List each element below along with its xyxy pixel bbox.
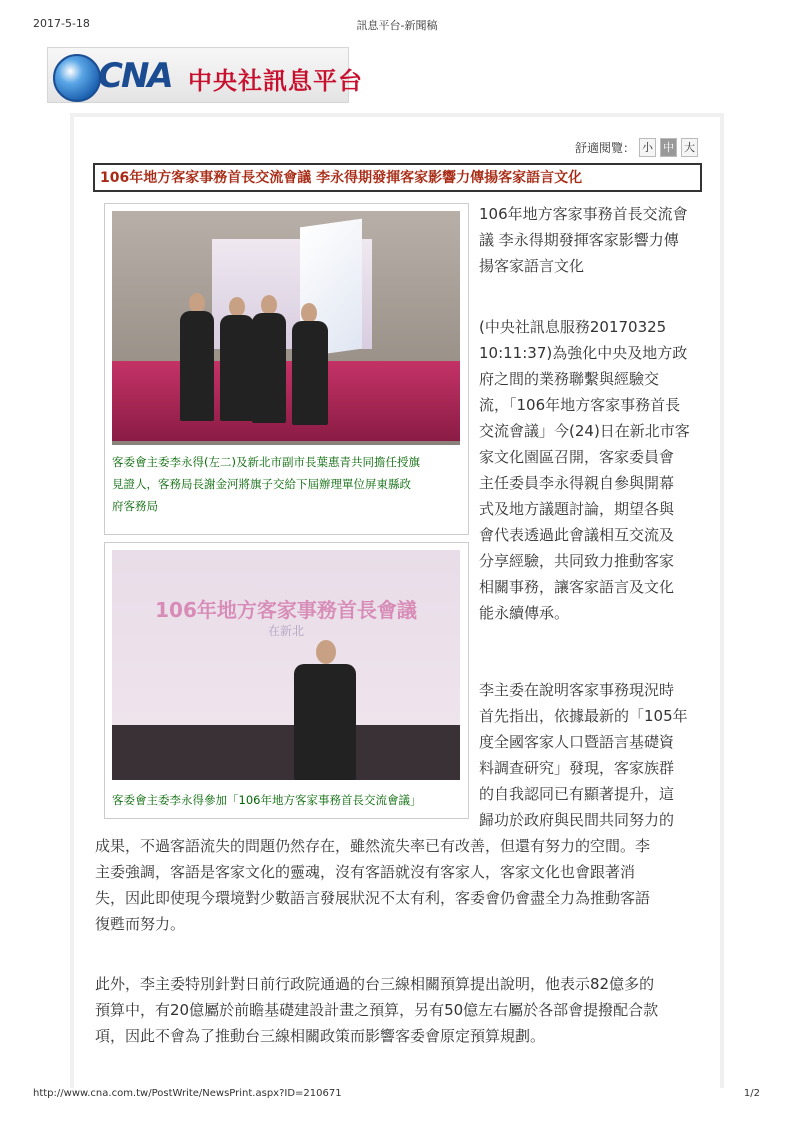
reading-size-controls [575,138,698,157]
article-paragraph-4: 此外，李主委特別針對日前行政院通過的台三線相關預算提出說明，他表示82億多的 預算中，有20億屬於前瞻基礎建設計畫之預算，另有50億左右屬於各部會提撥配合款 項，因此不會為了推動台三線相關政策而影響客委會原定預算規劃。 [95,975,659,1045]
print-date: 2017-5-18 [33,17,90,30]
reading-size-label: 舒適閱覽： [574,141,635,155]
article-paragraph-3-continued: 成果，不過客語流失的問題仍然存在，雖然流失率已有改善，但還有努力的空間。李 主委強調，客語是客家文化的靈魂，沒有客語就沒有客家人，客家文化也會跟著消 失，因此即使現今環境對少數語言發展狀況不太有利，客委會仍會盡全力為推動客語 復甦而努力。 [95,837,651,933]
article-headline: 106年地方客家事務首長交流會議 李永得期發揮客家影響力傳揚客家語言文化 [93,163,702,192]
font-medium-button[interactable]: 中 [660,138,677,157]
font-small-button[interactable]: 小 [639,138,656,157]
globe-icon [53,54,101,102]
font-large-button[interactable]: 大 [681,138,698,157]
article-paragraph-1: 106年地方客家事務首長交流會 議 李永得期發揮客家影響力傳 揚客家語言文化 [479,205,688,275]
photo-1-image [112,211,460,445]
photo-2-caption: 客委會主委李永得參加「106年地方客家事務首長交流會議」 [112,793,422,807]
print-page-title: 訊息平台-新聞稿 [356,19,438,32]
logo-platform-name: 中央社訊息平台 [188,67,363,95]
photo-2-box [104,542,469,819]
logo-letters: CNA [98,56,172,96]
screen-title: 106年地方客家事務首長會議 [155,598,417,622]
photo-1-box [104,203,469,535]
print-page-number: 1/2 [743,1088,760,1099]
article-paragraph-3: 李主委在說明客家事務現況時 首先指出，依據最新的「105年 度全國客家人口暨語言基礎資 料調查研究」發現，客家族群 的自我認同已有顯著提升，這 歸功於政府與民間共同努力的 [479,681,688,829]
screen-subtitle: 在新北 [267,624,304,638]
print-footer-url: http://www.cna.com.tw/PostWrite/NewsPrint.aspx?ID=210671 [33,1088,342,1099]
article-paragraph-2: (中央社訊息服務20170325 10:11:37)為強化中央及地方政 府之間的業務聯繫與經驗交 流，「106年地方客家事務首長 交流會議」今(24)日在新北市客 家文化園區召開，客家委員會 主任委員李永得親自參與開幕 式及地方議題討論，期望各與 會代表透過此會議相互交流及 分享經驗，共同致力推動客家 相關事務，讓客家語言及文化 能永續傳承。 [479,318,690,622]
photo-1-caption: 客委會主委李永得(左二)及新北市副市長葉惠青共同擔任授旗 見證人，客務局長謝金河將旗子交給下屆辦理單位屏東縣政 府客務局 [112,455,420,513]
cna-logo[interactable] [47,47,363,103]
photo-2-image [112,550,460,780]
